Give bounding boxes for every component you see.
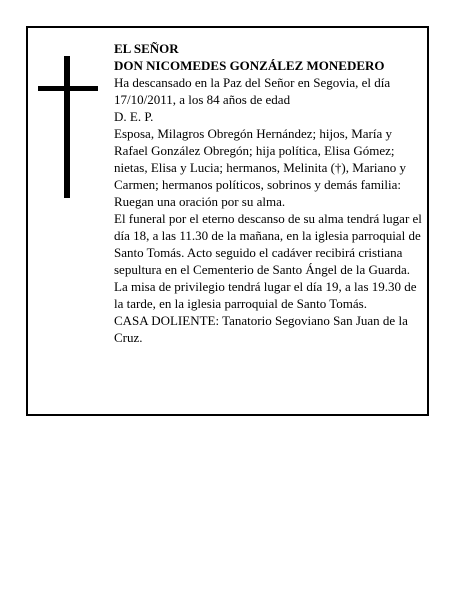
mass-details: La misa de privilegio tendrá lugar el día 19, a las 19.30 de la tarde, en la iglesia parroquial de Santo Tomás. xyxy=(114,279,417,311)
obituary-notice xyxy=(26,26,429,416)
family-members: Esposa, Milagros Obregón Hernández; hijos, María y Rafael González Obregón; hija política, Elisa Gómez; nietas, Elisa y Lucia; hermanos, Melinita (†), Mariano y Carmen; hermanos políticos, sobrinos y demás familia: xyxy=(114,126,407,192)
deceased-name: DON NICOMEDES GONZÁLEZ MONEDERO xyxy=(114,58,385,73)
cross-horizontal-bar xyxy=(38,86,98,91)
rip-abbreviation: D. E. P. xyxy=(114,109,154,124)
mourning-house: CASA DOLIENTE: Tanatorio Segoviano San Juan de la Cruz. xyxy=(114,313,408,345)
funeral-details: El funeral por el eterno descanso de su alma tendrá lugar el día 18, a las 11.30 de la mañana, en la iglesia parroquial de Santo Tomás. Acto seguido el cadáver recibirá cristiana sepultura en el Cementerio de Santo Ángel de la Guarda. xyxy=(114,211,422,277)
cross-vertical-bar xyxy=(64,56,70,198)
notice-text-block xyxy=(114,40,424,346)
death-announcement: Ha descansado en la Paz del Señor en Segovia, el día 17/10/2011, a los 84 años de edad xyxy=(114,75,391,107)
prayer-request: Ruegan una oración por su alma. xyxy=(114,194,286,209)
notice-title-line-1: EL SEÑOR xyxy=(114,41,179,56)
cross-icon xyxy=(38,56,98,198)
